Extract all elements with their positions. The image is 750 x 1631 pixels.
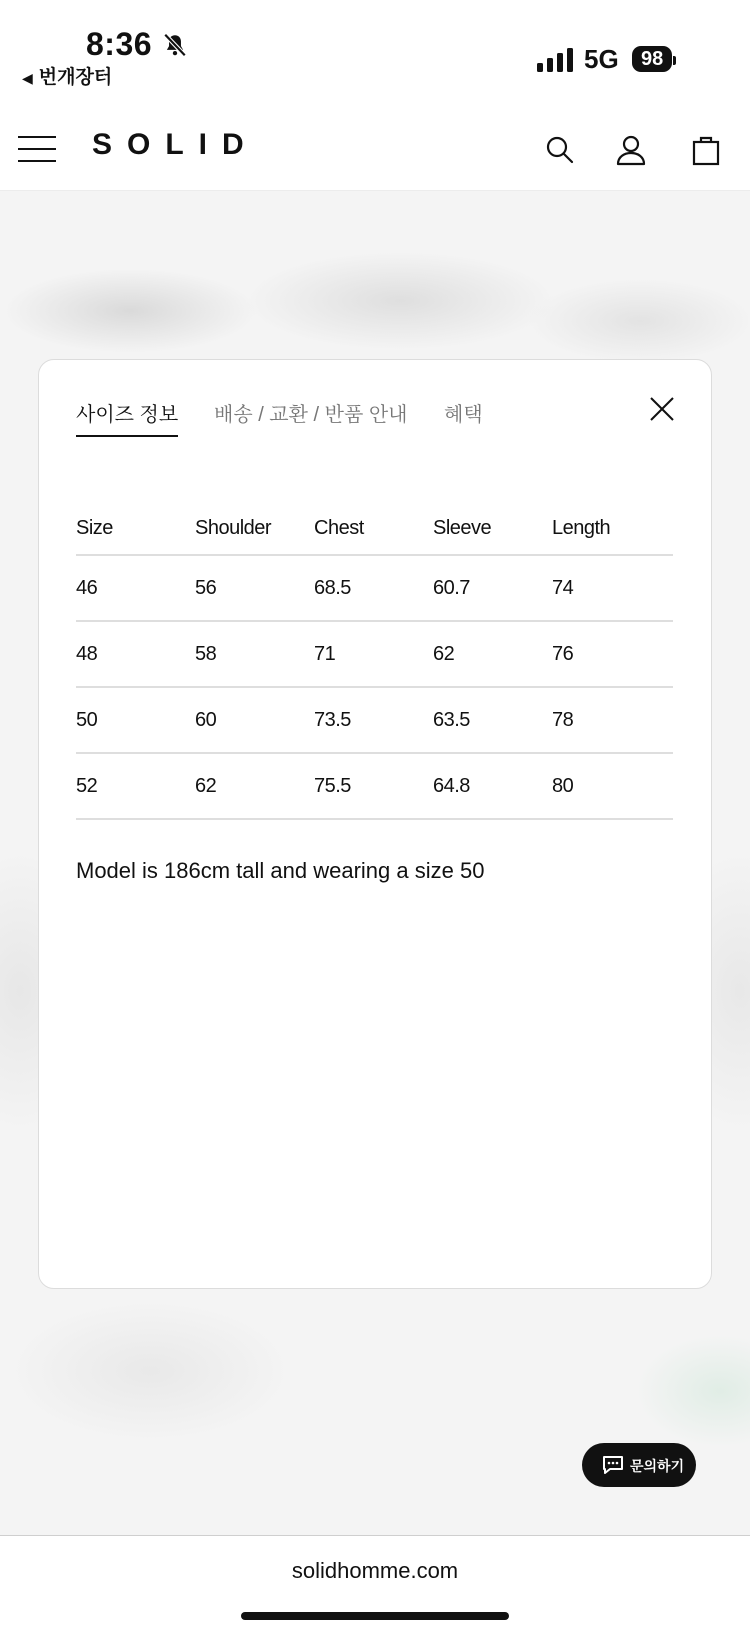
size-table — [76, 502, 673, 820]
table-cell: 63.5 — [433, 709, 470, 731]
tab-shipping-exchange-return[interactable]: 배송 / 교환 / 반품 안내 — [214, 404, 408, 426]
table-cell: 46 — [76, 577, 98, 599]
back-triangle-icon: ◀ — [22, 70, 33, 86]
home-indicator[interactable] — [241, 1612, 509, 1620]
table-cell: 64.8 — [433, 775, 470, 797]
table-row — [76, 688, 673, 754]
table-cell: 71 — [314, 643, 336, 665]
table-cell: 52 — [76, 775, 98, 797]
column-header: Length — [552, 517, 611, 539]
table-cell: 76 — [552, 643, 574, 665]
battery-level: 98 — [632, 46, 672, 72]
table-cell: 75.5 — [314, 775, 351, 797]
table-header-row — [76, 502, 673, 556]
cellular-signal-icon — [537, 48, 573, 72]
modal-tabs — [76, 398, 681, 438]
table-cell: 74 — [552, 577, 574, 599]
table-cell: 60 — [195, 709, 217, 731]
column-header: Sleeve — [433, 517, 492, 539]
table-cell: 73.5 — [314, 709, 351, 731]
inquiry-chat-button[interactable] — [582, 1443, 696, 1487]
battery-nub — [673, 56, 676, 65]
back-to-app-link[interactable] — [22, 62, 112, 89]
table-cell: 62 — [195, 775, 217, 797]
tab-size-info[interactable]: 사이즈 정보 — [76, 398, 178, 437]
table-cell: 80 — [552, 775, 574, 797]
shopping-bag-icon[interactable] — [691, 134, 721, 166]
menu-icon[interactable] — [18, 136, 56, 162]
table-cell: 56 — [195, 577, 217, 599]
status-bar — [0, 0, 750, 100]
table-cell: 62 — [433, 643, 455, 665]
browser-address-bar[interactable] — [0, 1535, 750, 1631]
column-header: Size — [76, 517, 113, 539]
back-app-label: 번개장터 — [38, 67, 113, 88]
table-row — [76, 622, 673, 688]
column-header: Shoulder — [195, 517, 272, 539]
table-row — [76, 754, 673, 820]
column-header: Chest — [314, 517, 364, 539]
table-cell: 60.7 — [433, 577, 470, 599]
table-cell: 68.5 — [314, 577, 351, 599]
tab-benefits[interactable]: 혜택 — [444, 404, 483, 426]
chat-bubble-icon — [602, 1455, 624, 1475]
status-time: 8:36 — [86, 26, 153, 62]
table-row — [76, 556, 673, 622]
table-cell: 48 — [76, 643, 98, 665]
inquiry-button-label: 문의하기 — [630, 1458, 685, 1474]
network-type: 5G — [584, 44, 619, 74]
close-icon[interactable] — [649, 396, 675, 422]
url-text[interactable]: solidhomme.com — [291, 1558, 459, 1583]
battery-indicator — [632, 46, 676, 72]
table-cell: 78 — [552, 709, 574, 731]
size-info-modal — [38, 359, 712, 1289]
account-icon[interactable] — [616, 134, 646, 166]
bell-muted-icon — [162, 32, 188, 58]
table-cell: 50 — [76, 709, 98, 731]
search-icon[interactable] — [545, 134, 575, 166]
model-size-note: Model is 186cm tall and wearing a size 50 — [76, 858, 485, 883]
site-logo[interactable]: SOLID — [92, 128, 259, 161]
table-cell: 58 — [195, 643, 217, 665]
